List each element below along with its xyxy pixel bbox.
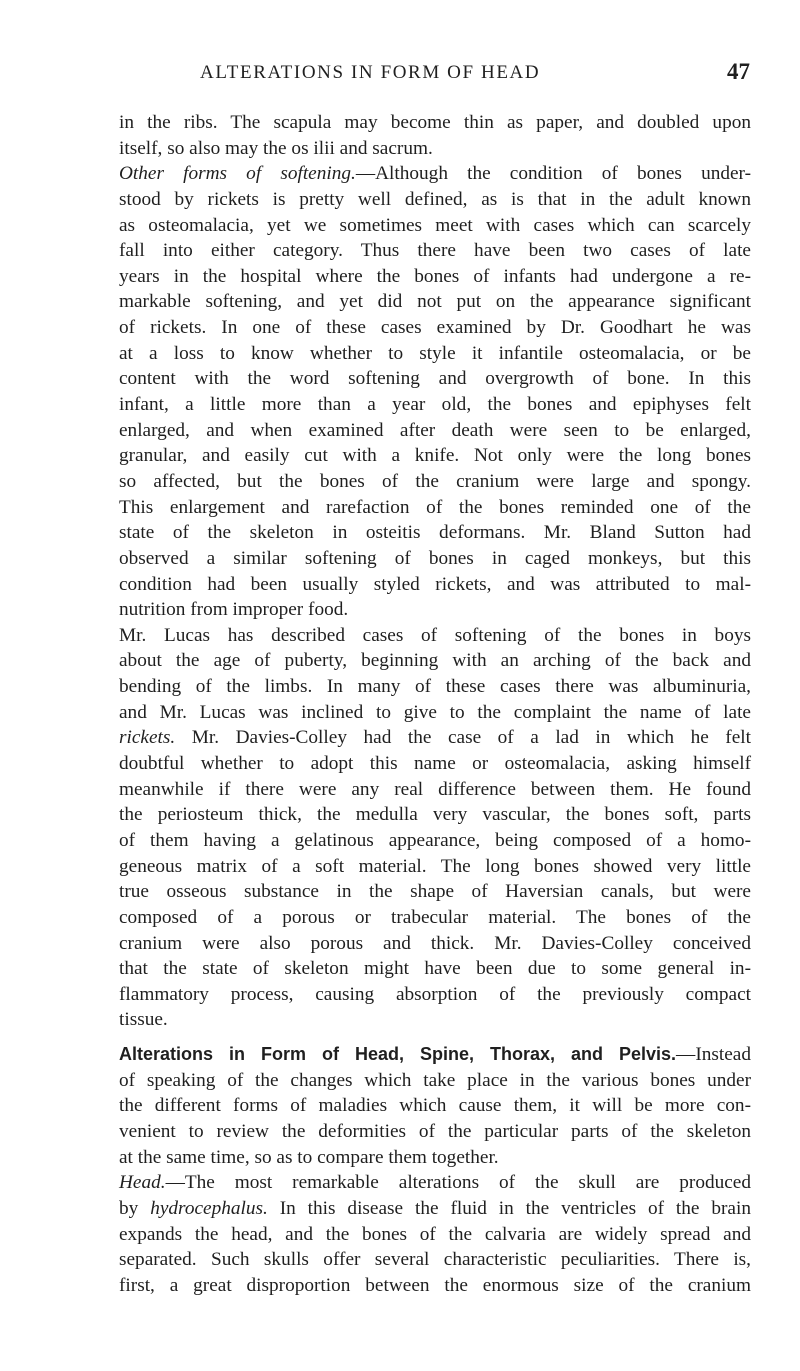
text-line: as osteomalacia, yet we sometimes meet with cases which can scarcely (119, 214, 751, 236)
text-fragment: —Instead (676, 1044, 751, 1066)
text-line: markable softening, and yet did not put on the appearance significant (119, 291, 751, 313)
running-head (120, 59, 750, 92)
text-line: at a loss to know whether to style it infantile osteomalacia, or be (119, 342, 751, 364)
text-line: Mr. Lucas has described cases of softening of the bones in boys (119, 624, 751, 646)
text-line: itself, so also may the os ilii and sacrum. (119, 137, 433, 159)
section-heading-line (119, 1042, 751, 1068)
text-line: in the ribs. The scapula may become thin as paper, and doubled upon (119, 112, 751, 133)
text-line: that the state of skeleton might have been due to some general in- (119, 958, 751, 980)
text-line: stood by rickets is pretty well defined, as is that in the adult known (119, 188, 751, 210)
text-line: bending of the limbs. In many of these cases there was albuminuria, (119, 676, 751, 698)
text-line: true osseous substance in the shape of Haversian canals, but were (119, 881, 751, 903)
text-line: venient to review the deformities of the particular parts of the skeleton (119, 1120, 751, 1142)
text-line: years in the hospital where the bones of infants had undergone a re- (119, 265, 751, 287)
text-line: meanwhile if there were any real difference between them. He found (119, 778, 751, 800)
text-line: tissue. (119, 1009, 168, 1031)
text-line: geneous matrix of a soft material. The long bones showed very little (119, 855, 751, 877)
body-text (119, 110, 751, 1298)
text-line: of speaking of the changes which take place in the various bones under (119, 1069, 751, 1091)
text-line: first, a great disproportion between the enormous size of the cranium (119, 1274, 751, 1296)
text-line: Head.—The most remarkable alterations of the skull are produced (119, 1172, 751, 1194)
text-line: so affected, but the bones of the cranium were large and spongy. (119, 470, 751, 492)
text-line: expands the head, and the bones of the calvaria are widely spread and (119, 1223, 751, 1245)
text-line: by hydrocephalus. In this disease the fluid in the ventricles of the brain (119, 1197, 751, 1219)
text-line: flammatory process, causing absorption of the previously compact (119, 983, 751, 1005)
text-line: state of the skeleton in osteitis deformans. Mr. Bland Sutton had (119, 522, 751, 544)
text-line: observed a similar softening of bones in caged monkeys, but this (119, 547, 751, 569)
text-line: at the same time, so as to compare them together. (119, 1146, 499, 1168)
text-line: enlarged, and when examined after death were seen to be enlarged, (119, 419, 751, 441)
text-line: separated. Such skulls offer several characteristic peculiarities. There is, (119, 1249, 751, 1271)
text-line: about the age of puberty, beginning with an arching of the back and (119, 650, 751, 672)
text-line: fall into either category. Thus there have been two cases of late (119, 240, 751, 262)
text-line: of rickets. In one of these cases examined by Dr. Goodhart he was (119, 317, 751, 339)
text-line: composed of a porous or trabecular material. The bones of the (119, 906, 751, 928)
text-line: content with the word softening and overgrowth of bone. In this (119, 368, 751, 390)
text-line: rickets. Mr. Davies-Colley had the case of a lad in which he felt (119, 727, 751, 749)
text-line: doubtful whether to adopt this name or osteomalacia, asking himself (119, 753, 751, 775)
text-line: of them having a gelatinous appearance, being composed of a homo- (119, 829, 751, 851)
running-title: ALTERATIONS IN FORM OF HEAD (200, 62, 541, 83)
page-number: 47 (727, 59, 750, 84)
text-line: the different forms of maladies which cause them, it will be more con- (119, 1095, 751, 1117)
section-heading: Alterations in Form of Head, Spine, Thorax, and Pelvis. (119, 1044, 677, 1065)
text-line: nutrition from improper food. (119, 599, 349, 621)
text-line: This enlargement and rarefaction of the bones reminded one of the (119, 496, 751, 518)
text-line: and Mr. Lucas was inclined to give to the complaint the name of late (119, 701, 751, 723)
text-line: infant, a little more than a year old, the bones and epiphyses felt (119, 394, 751, 416)
text-line: cranium were also porous and thick. Mr. Davies-Colley conceived (119, 932, 751, 954)
section-gap (119, 1033, 751, 1042)
text-line: condition had been usually styled rickets, and was attributed to mal- (119, 573, 751, 595)
text-line: granular, and easily cut with a knife. Not only were the long bones (119, 445, 751, 467)
text-line: Other forms of softening.—Although the condition of bones under- (119, 163, 752, 185)
text-line: the periosteum thick, the medulla very vascular, the bones soft, parts (119, 804, 751, 826)
